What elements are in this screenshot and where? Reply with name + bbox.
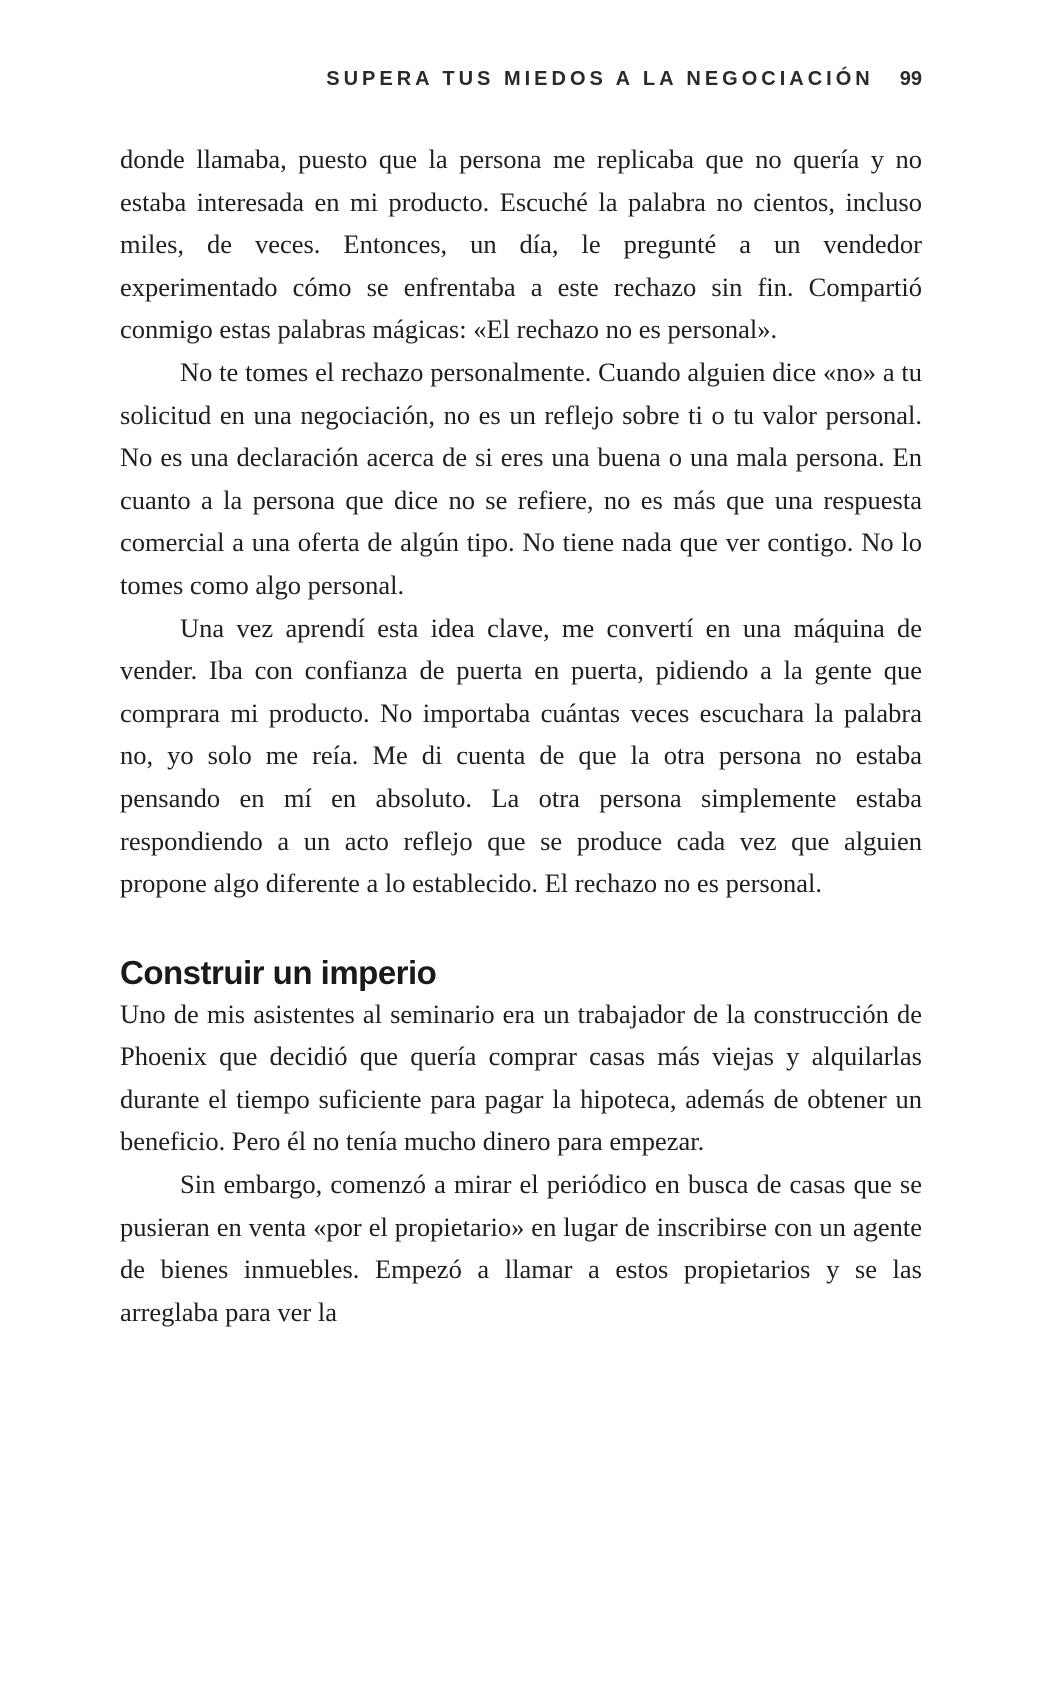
paragraph-2: No te tomes el rechazo personalmente. Cuando alguien dice «no» a tu solicitud en una negociación, no es un reflejo sobre ti o tu valor personal. No es una declaración acerca de si eres una buena o una mala persona. En cuanto a la persona que dice no se refiere, no es más que una respuesta comercial a una oferta de algún tipo. No tiene nada que ver contigo. No lo tomes como algo personal. [120, 356, 922, 600]
paragraph-3: Una vez aprendí esta idea clave, me convertí en una máquina de vender. Iba con confianza de puerta en puerta, pidiendo a la gente que comprara mi producto. No importaba cuántas veces escuchara la palabra no, yo solo me reía. Me di cuenta de que la otra persona no estaba pensando en mí en absoluto. La otra persona simplemente estaba respondiendo a un acto reflejo que se produce cada vez que alguien propone algo diferente a lo establecido. El rechazo no es personal. [120, 612, 922, 899]
running-header [120, 68, 922, 91]
body-text [120, 138, 922, 1333]
page-number: 99 [899, 68, 922, 90]
running-title: SUPERA TUS MIEDOS A LA NEGOCIACIÓN [326, 68, 874, 90]
section-paragraph-2: Sin embargo, comenzó a mirar el periódico en busca de casas que se pusieran en venta «por el propietario» en lugar de inscribirse con un agente de bienes inmuebles. Empezó a llamar a estos propietarios y se las arreglaba para ver la [120, 1169, 922, 1327]
section-heading: Construir un imperio [120, 953, 437, 991]
section-paragraph-1: Uno de mis asistentes al seminario era un trabajador de la construcción de Phoenix que decidió que quería comprar casas más viejas y alquilarlas durante el tiempo suficiente para pagar la hipoteca, además de obtener un beneficio. Pero él no tenía mucho dinero para empezar. [120, 998, 922, 1157]
paragraph-1: donde llamaba, puesto que la persona me replicaba que no quería y no estaba interesada en mi producto. Escuché la palabra no cientos, incluso miles, de veces. Entonces, un día, le pregunté a un vendedor experimentado cómo se enfrentaba a este rechazo sin fin. Compartió conmigo estas palabras mágicas: «El rechazo no es personal». [120, 144, 922, 345]
